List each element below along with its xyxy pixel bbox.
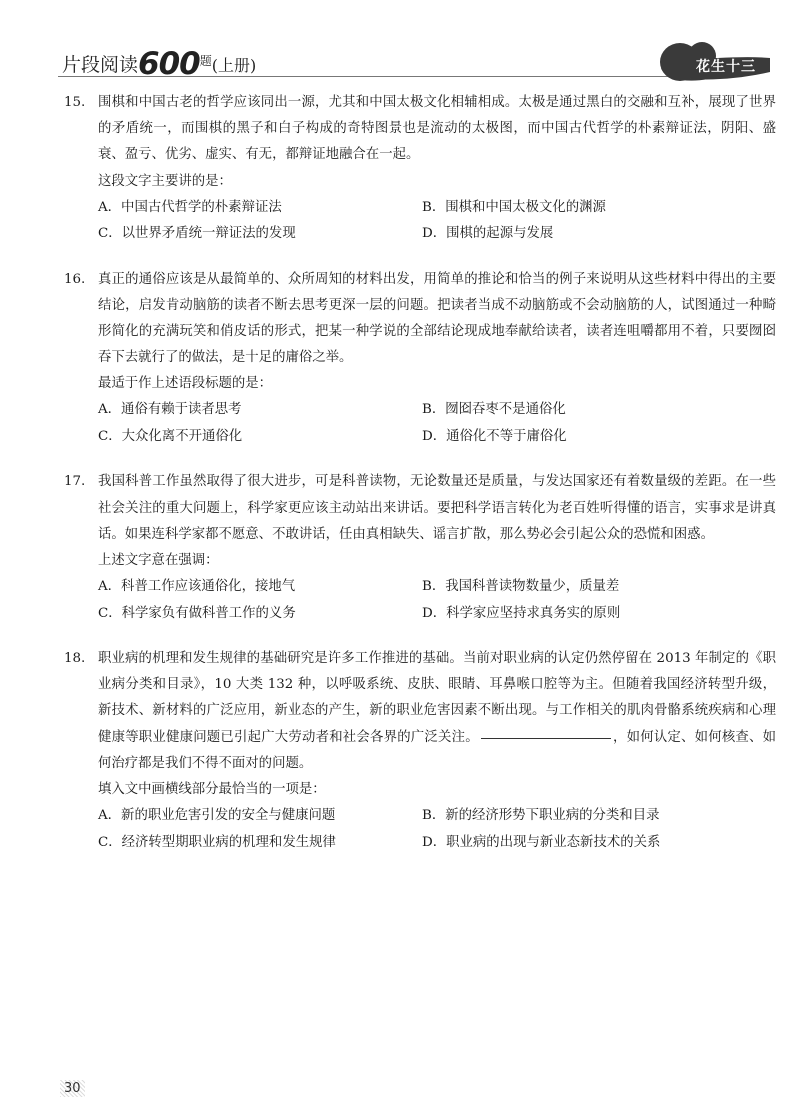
- option-b[interactable]: B．围棋和中国太极文化的渊源: [422, 199, 606, 215]
- option-a[interactable]: A．新的职业危害引发的安全与健康问题: [98, 808, 336, 824]
- question-list: [64, 90, 776, 875]
- page-header: [58, 38, 774, 86]
- question-prompt: 填入文中画横线部分最恰当的一项是：: [98, 782, 326, 798]
- question-stem: 围棋和中国古老的哲学应该同出一源，尤其和中国太极文化相辅相成。太极是通过黑白的交融和互补，展现了世界的矛盾统一，而围棋的黑子和白子构成的奇特图景也是流动的太极图，而中国古代哲学的朴素辩证法，阴阳、盛衰、盈亏、优劣、虚实、有无，都辩证地融合在一起。: [98, 95, 776, 163]
- option-d[interactable]: D．科学家应坚持求真务实的原则: [422, 605, 621, 621]
- answer-options: [64, 195, 776, 248]
- option-d[interactable]: D．职业病的出现与新业态新技术的关系: [422, 834, 661, 850]
- option-a[interactable]: A．科普工作应该通俗化，接地气: [98, 579, 296, 595]
- book-title-prefix: 片段阅读: [62, 54, 139, 76]
- question-prompt: 这段文字主要讲的是：: [98, 173, 232, 189]
- svg-text:花生十三: 花生十三: [696, 59, 756, 75]
- question-18: [64, 646, 776, 856]
- book-title-number: 600: [138, 46, 200, 82]
- option-a[interactable]: A．中国古代哲学的朴素辩证法: [98, 199, 282, 215]
- question-17: [64, 469, 776, 627]
- question-number: 17.: [64, 474, 86, 490]
- question-stem: [98, 646, 776, 777]
- option-b[interactable]: B．囫囵吞枣不是通俗化: [422, 402, 566, 418]
- option-b[interactable]: B．新的经济形势下职业病的分类和目录: [422, 808, 660, 824]
- page-number: 30: [60, 1080, 85, 1097]
- option-a[interactable]: A．通俗有赖于读者思考: [98, 402, 242, 418]
- question-15: [64, 90, 776, 248]
- question-number: 18.: [64, 651, 86, 667]
- book-title-volume: (上册): [211, 56, 257, 75]
- question-stem-before: 职业病的机理和发生规律的基础研究是许多工作推进的基础。当前对职业病的认定仍然停留在 2013 年制定的《职业病分类和目录》，10 大类 132 种，以呼吸系统、皮肤、眼睛、耳鼻喉口腔等为主。但随着我国经济转型升级，新技术、新材料的广泛应用，新业态的产生，新的职业危害因素不断出现。与工作相关的肌肉骨骼系统疾病和心理健康等职业健康问题已引起广大劳动者和社会各界的广泛关注。: [98, 651, 776, 745]
- answer-options: [64, 574, 776, 627]
- option-b[interactable]: B．我国科普读物数量少，质量差: [422, 579, 620, 595]
- option-d[interactable]: D．通俗化不等于庸俗化: [422, 428, 567, 444]
- question-prompt: 最适于作上述语段标题的是：: [98, 376, 273, 392]
- option-c[interactable]: C．大众化离不开通俗化: [98, 428, 243, 444]
- book-title-unit: 题: [199, 54, 212, 68]
- option-c[interactable]: C．以世界矛盾统一辩证法的发现: [98, 226, 296, 242]
- question-number: 15.: [64, 95, 86, 110]
- option-d[interactable]: D．围棋的起源与发展: [422, 226, 554, 242]
- answer-options: [64, 803, 776, 856]
- header-divider: [58, 76, 694, 77]
- publisher-logo: [656, 38, 774, 84]
- question-stem: 真正的通俗应该是从最简单的、众所周知的材料出发，用简单的推论和恰当的例子来说明从这些材料中得出的主要结论，启发肯动脑筋的读者不断去思考更深一层的问题。把读者当成不动脑筋或不会动脑筋的人，试图通过一种畸形简化的充满玩笑和俏皮话的形式，把某一种学说的全部结论现成地奉献给读者，读者连咀嚼都用不着，只要囫囵吞下去就行了的做法，是十足的庸俗之举。: [98, 271, 776, 366]
- question-number: 16.: [64, 271, 86, 287]
- answer-options: [64, 397, 776, 450]
- option-c[interactable]: C．科学家负有做科普工作的义务: [98, 605, 296, 621]
- option-c[interactable]: C．经济转型期职业病的机理和发生规律: [98, 834, 336, 850]
- question-prompt: 上述文字意在强调：: [98, 553, 219, 569]
- question-stem: 我国科普工作虽然取得了很大进步，可是科普读物，无论数量还是质量，与发达国家还有着数量级的差距。在一些社会关注的重大问题上，科学家更应该主动站出来讲话。要把科学语言转化为老百姓听得懂的语言，实事求是讲真话。如果连科学家都不愿意、不敢讲话，任由真相缺失、谣言扩散，那么势必会引起公众的恐慌和困惑。: [98, 474, 776, 542]
- fill-in-blank: [481, 737, 611, 739]
- question-stem-after: ，如何认定、如何核查、如何治疗都是我们不得不面对的问题。: [98, 729, 777, 771]
- question-16: [64, 267, 776, 451]
